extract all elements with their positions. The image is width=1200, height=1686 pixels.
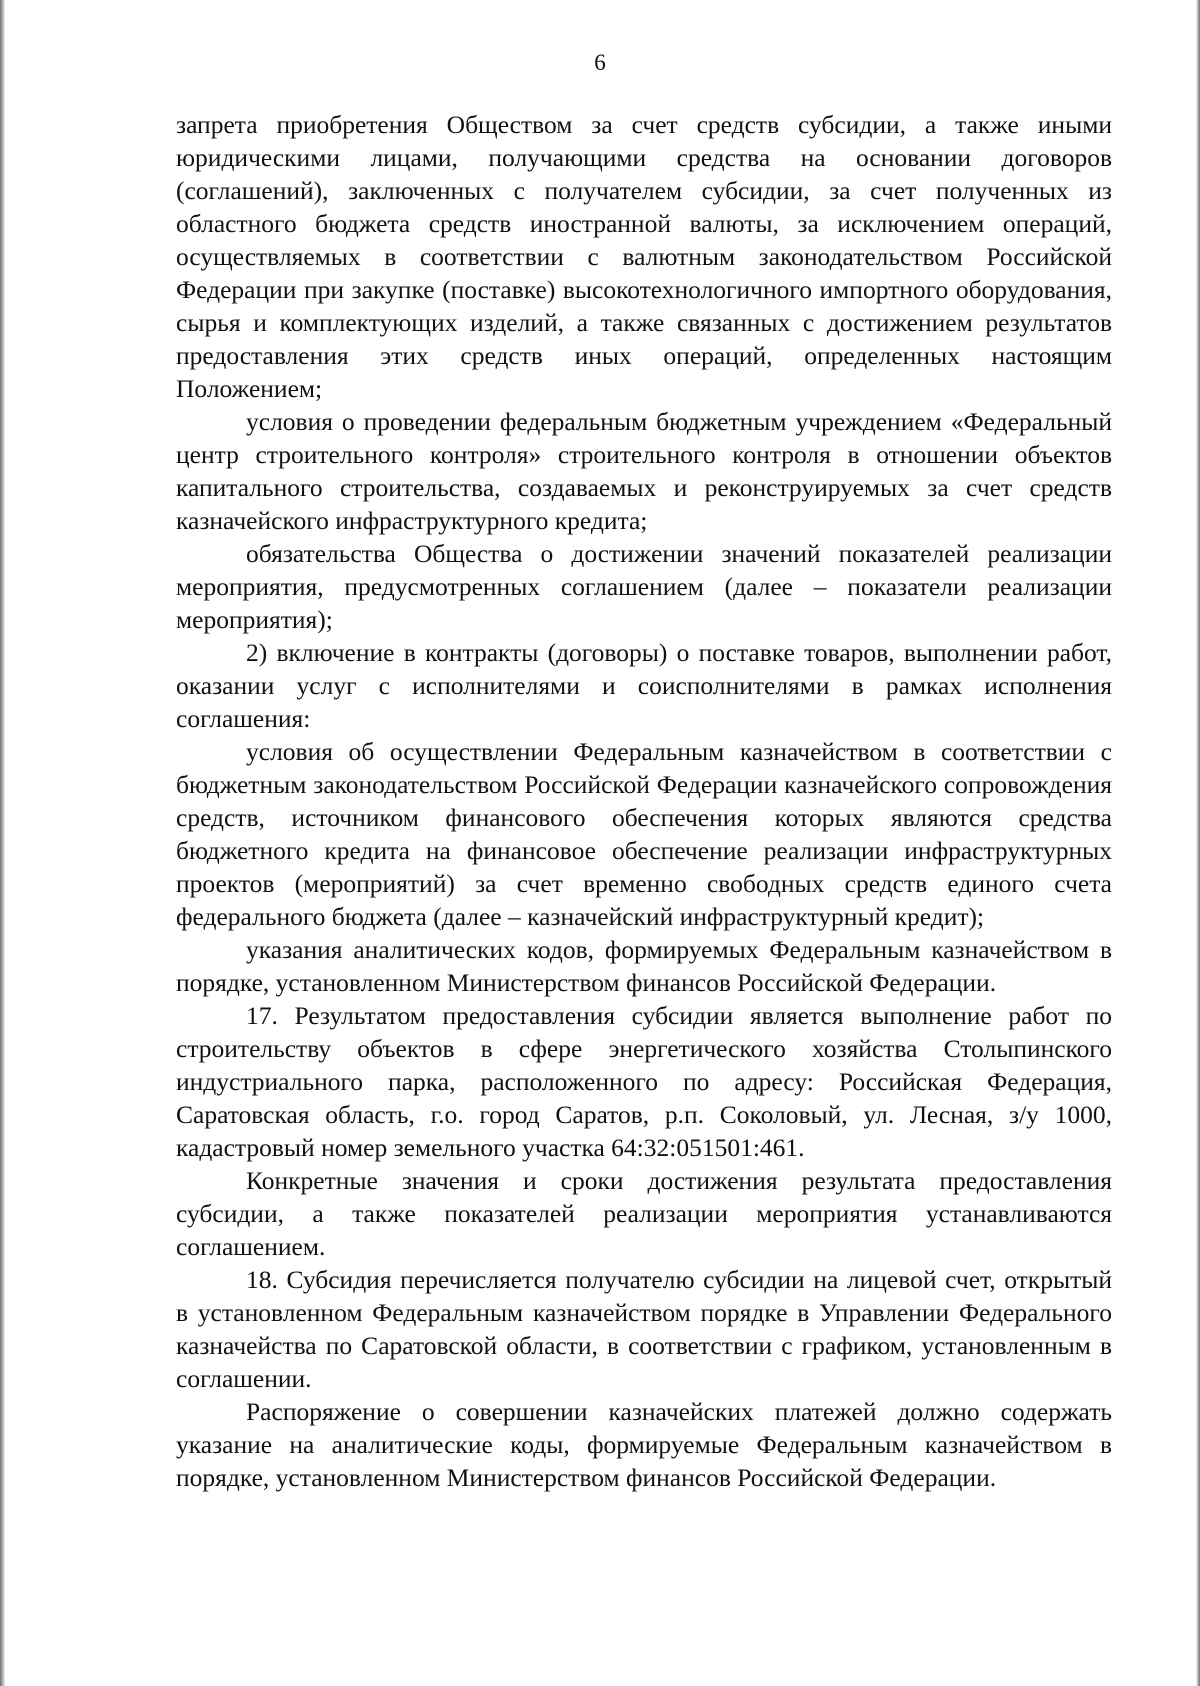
page-number: 6 [594, 50, 606, 75]
paragraph-result-values: Конкретные значения и сроки достижения результата предоставления субсидии, а также показателей реализации мероприятия устанавливаются соглашением. [176, 1166, 1112, 1261]
paragraph-construction-control: условия о проведении федеральным бюджетным учреждением «Федеральный центр строительного контроля» строительного контроля в отношении объектов капитального строительства, создаваемых и реконструируемых за счет средств казначейского инфраструктурного кредита; [176, 407, 1112, 535]
paragraph-analytical-codes: указания аналитических кодов, формируемых Федеральным казначейством в порядке, установленном Министерством финансов Российской Федерации. [176, 935, 1112, 997]
document-body [176, 108, 1112, 1494]
paragraph-contract-inclusion: 2) включение в контракты (договоры) о поставке товаров, выполнении работ, оказании услуг с исполнителями и соисполнителями в рамках исполнения соглашения: [176, 638, 1112, 733]
paragraph-currency-restriction: запрета приобретения Обществом за счет средств субсидии, а также иными юридическими лицами, получающими средства на основании договоров (соглашений), заключенных с получателем субсидии, за счет полученных из областного бюджета средств иностранной валюты, за исключением операций, осуществляемых в соответствии с валютным законодательством Российской Федерации при закупке (поставке) высокотехнологичного импортного оборудования, сырья и комплектующих изделий, а также связанных с достижением результатов предоставления этих средств иных операций, определенных настоящим Положением; [176, 110, 1112, 403]
paragraph-section-18-transfer: 18. Субсидия перечисляется получателю субсидии на лицевой счет, открытый в установленном Федеральным казначейством порядке в Управлении Федерального казначейства по Саратовской области, в соответствии с графиком, установленным в соглашении. [176, 1265, 1112, 1393]
paragraph-payment-order: Распоряжение о совершении казначейских платежей должно содержать указание на аналитические коды, формируемые Федеральным казначейством в порядке, установленном Министерством финансов Российской Федерации. [176, 1397, 1112, 1492]
paragraph-treasury-support: условия об осуществлении Федеральным казначейством в соответствии с бюджетным законодательством Российской Федерации казначейского сопровождения средств, источником финансового обеспечения которых являются средства бюджетного кредита на финансовое обеспечение реализации инфраструктурных проектов (мероприятий) за счет временно свободных средств единого счета федерального бюджета (далее – казначейский инфраструктурный кредит); [176, 737, 1112, 931]
paragraph-section-17-result: 17. Результатом предоставления субсидии является выполнение работ по строительству объектов в сфере энергетического хозяйства Столыпинского индустриального парка, расположенного по адресу: Российская Федерация, Саратовская область, г.о. город Саратов, р.п. Соколовый, ул. Лесная, з/у 1000, кадастровый номер земельного участка 64:32:051501:461. [176, 1001, 1112, 1162]
paragraph-company-obligations: обязательства Общества о достижении значений показателей реализации мероприятия, предусмотренных соглашением (далее – показатели реализации мероприятия); [176, 539, 1112, 634]
